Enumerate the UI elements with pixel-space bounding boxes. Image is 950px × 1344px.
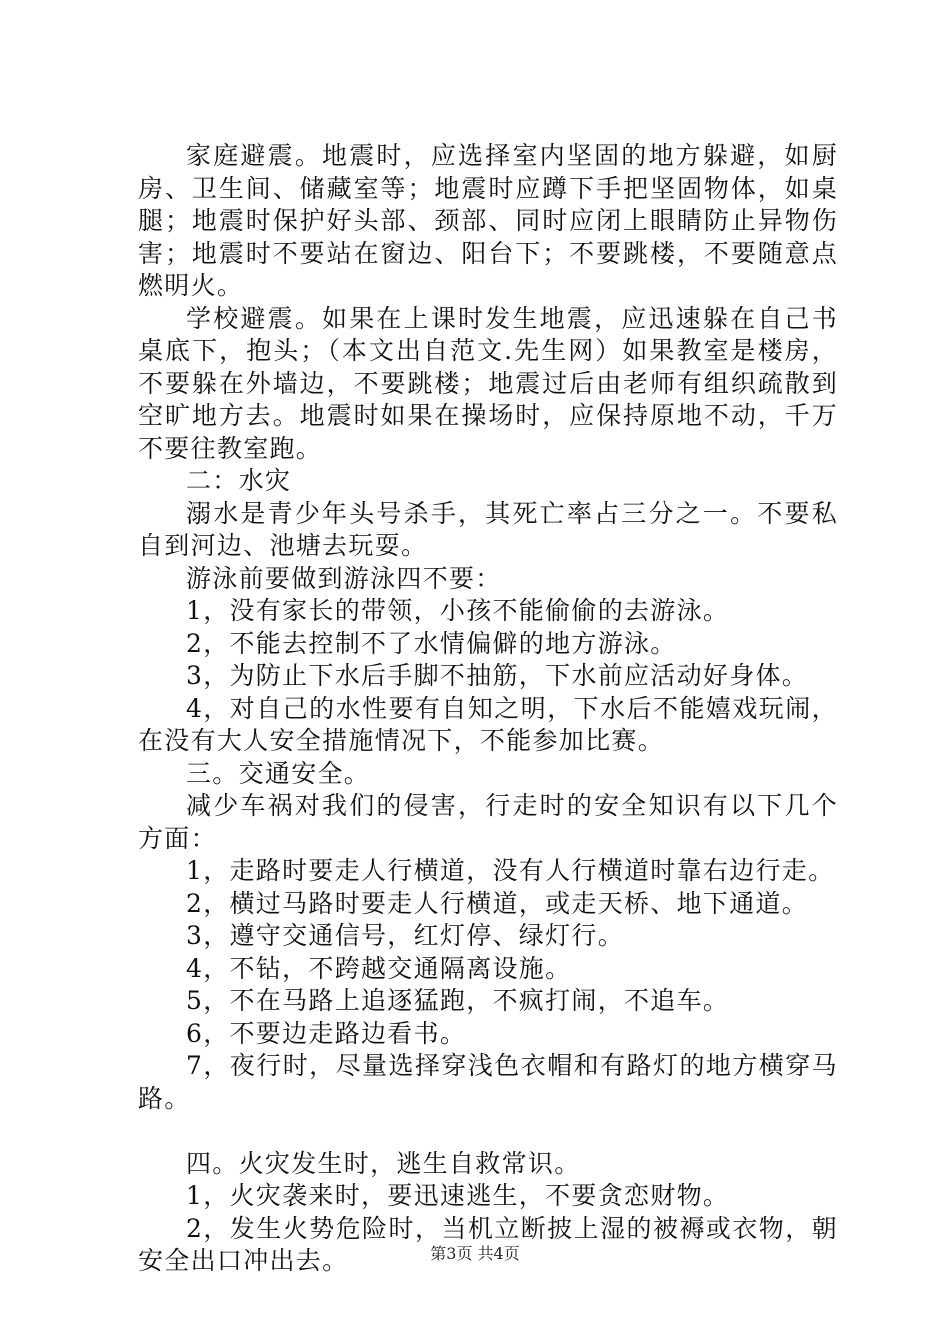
list-item-fire-2: 2，发生火势危险时，当机立断披上湿的被褥或衣物，朝安全出口冲出去。 [138, 1213, 838, 1275]
paragraph-traffic-intro: 减少车祸对我们的侵害，行走时的安全知识有以下几个方面： [138, 791, 838, 853]
list-item-traffic-6: 6，不要边走路边看书。 [186, 1018, 467, 1048]
list-item-fire-1: 1，火灾袭来时，要迅速逃生，不要贪恋财物。 [186, 1181, 730, 1210]
document-body [138, 140, 838, 1278]
section-heading-traffic: 三。交通安全。 [186, 758, 371, 788]
page-footer: 第3页 共4页 [430, 1244, 520, 1263]
paragraph-swimming-rules-intro: 游泳前要做到游泳四不要： [186, 563, 502, 593]
blank-line [138, 1115, 838, 1148]
section-heading-fire: 四。火灾发生时，逃生自救常识。 [186, 1148, 581, 1178]
list-item-traffic-5: 5，不在马路上追逐猛跑，不疯打闹，不追车。 [186, 986, 730, 1015]
list-item-swim-3: 3，为防止下水后手脚不抽筋，下水前应活动好身体。 [186, 661, 809, 690]
list-item-traffic-4: 4，不钻，不跨越交通隔离设施。 [186, 953, 572, 983]
section-heading-flood: 二：水灾 [186, 466, 292, 495]
paragraph-home-earthquake: 家庭避震。地震时，应选择室内坚固的地方躲避，如厨房、卫生间、储藏室等；地震时应蹲下手把坚固物体，如桌腿；地震时保护好头部、颈部、同时应闭上眼睛防止异物伤害；地震时不要站在窗边、阳台下；不要跳楼，不要随意点燃明火。 [138, 141, 838, 300]
list-item-traffic-2: 2，横过马路时要走人行横道，或走天桥、地下通道。 [186, 888, 809, 918]
list-item-traffic-1: 1，走路时要走人行横道，没有人行横道时靠右边行走。 [186, 856, 835, 885]
list-item-traffic-3: 3，遵守交通信号，红灯停、绿灯行。 [186, 921, 625, 950]
list-item-swim-4: 4，对自己的水性要有自知之明，下水后不能嬉戏玩闹，在没有大人安全措施情况下，不能参加比赛。 [138, 693, 838, 755]
list-item-traffic-7: 7，夜行时，尽量选择穿浅色衣帽和有路灯的地方横穿马路。 [138, 1051, 838, 1113]
paragraph-school-earthquake: 学校避震。如果在上课时发生地震，应迅速躲在自己书桌底下，抱头；（本文出自范文.先生网）如果教室是楼房，不要躲在外墙边，不要跳楼；地震过后由老师有组织疏散到空旷地方去。地震时如果在操场时，应保持原地不动，千万不要往教室跑。 [138, 303, 838, 463]
paragraph-drowning: 溺水是青少年头号杀手，其死亡率占三分之一。不要私自到河边、池塘去玩耍。 [138, 498, 838, 560]
list-item-swim-2: 2，不能去控制不了水情偏僻的地方游泳。 [186, 628, 677, 658]
list-item-swim-1: 1，没有家长的带领，小孩不能偷偷的去游泳。 [186, 596, 730, 625]
